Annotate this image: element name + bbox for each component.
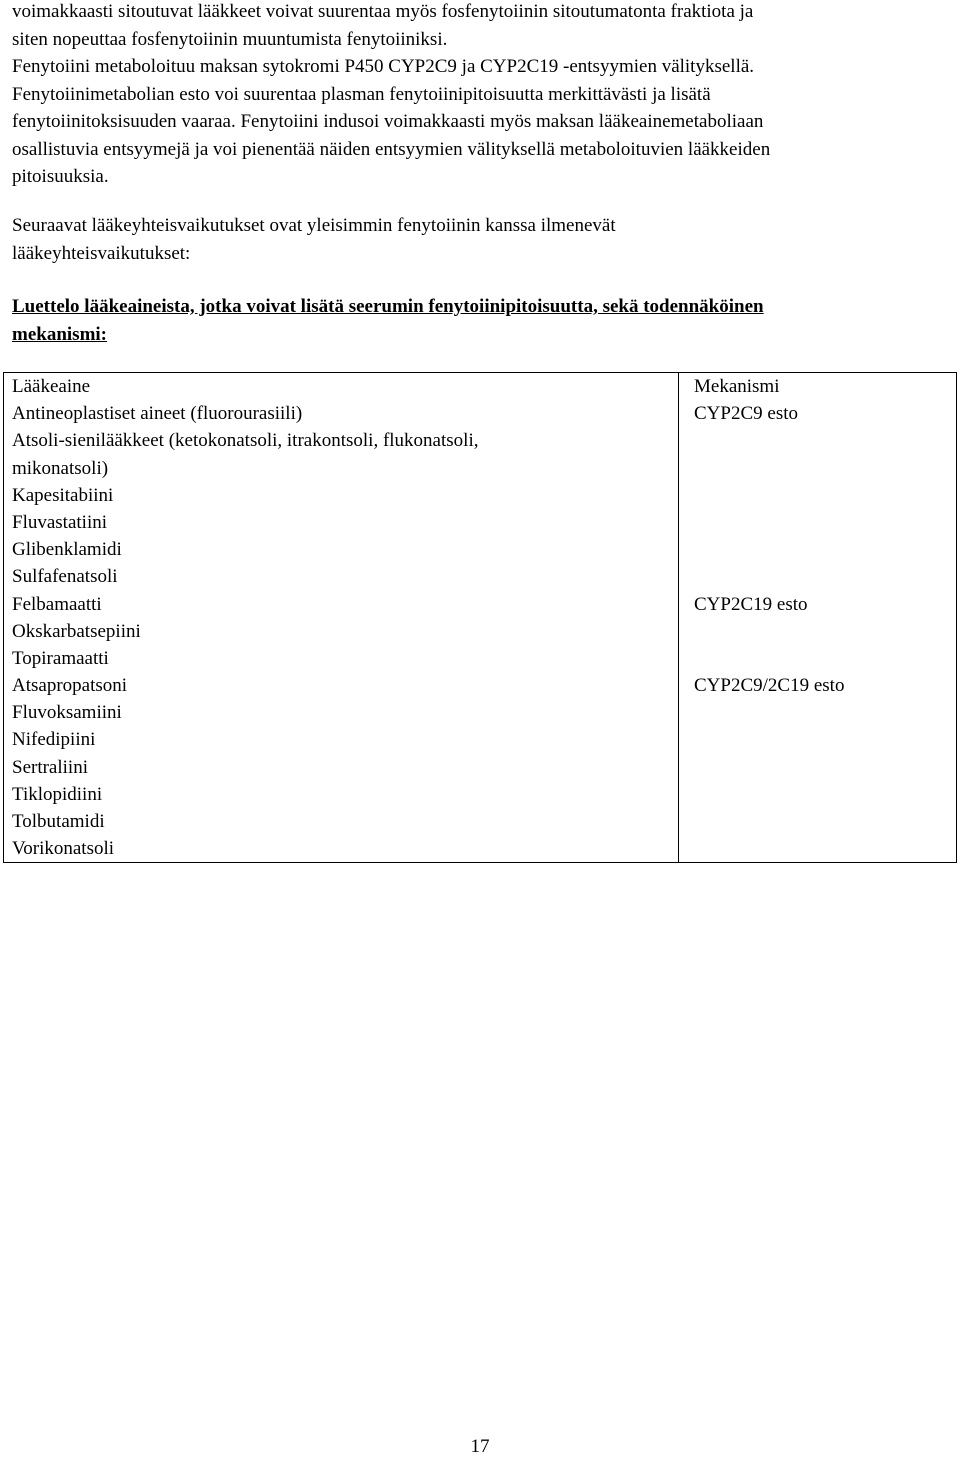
drug-name: Fluvoksamiini xyxy=(12,702,122,724)
section-heading xyxy=(12,293,947,348)
spacer xyxy=(694,645,956,672)
intro-line: Fenytoiini metaboloituu maksan sytokromi P450 CYP2C9 ja CYP2C19 -entsyymien välityksellä. xyxy=(12,56,755,77)
drug-name: Sertraliini xyxy=(12,756,88,778)
spacer xyxy=(694,618,956,645)
drug-name: Okskarbatsepiini xyxy=(12,620,141,642)
drug-name: Fluvastatiini xyxy=(12,511,107,533)
drug-name: mikonatsoli) xyxy=(12,457,109,479)
section-heading-line: mekanismi: xyxy=(12,323,107,345)
intro-line: voimakkaasti sitoutuvat lääkkeet voivat suurentaa myös fosfenytoiinin sitoutumatonta fraktiota ja xyxy=(12,1,754,22)
spacer xyxy=(694,509,956,536)
drug-name: Vorikonatsoli xyxy=(12,838,115,860)
spacer xyxy=(694,427,956,454)
table-header-mechanism: Mekanismi xyxy=(694,376,780,397)
interactions-intro-paragraph xyxy=(12,212,947,267)
mechanism-column-cell xyxy=(679,373,957,863)
page-number: 17 xyxy=(470,1436,490,1457)
drug-name: Atsapropatsoni xyxy=(12,675,128,697)
spacer xyxy=(694,482,956,509)
intro-line: fenytoiinitoksisuuden vaaraa. Fenytoiini indusoi voimakkaasti myös maksan lääkeainemetaboliaan xyxy=(12,111,764,132)
drug-name: Tiklopidiini xyxy=(12,783,103,805)
intro-line: siten nopeuttaa fosfenytoiinin muuntumista fenytoiiniksi. xyxy=(12,28,448,50)
drug-name: Felbamaatti xyxy=(12,593,102,615)
table-header-drug: Lääkeaine xyxy=(12,376,91,397)
drug-name: Glibenklamidi xyxy=(12,539,122,561)
intro-line: osallistuvia entsyymejä ja voi pienentää näiden entsyymien välityksellä metaboloituvien lääkkeiden xyxy=(12,138,771,160)
spacer xyxy=(694,563,956,590)
drug-name: Nifedipiini xyxy=(12,729,96,751)
drug-name: Atsoli-sienilääkkeet (ketokonatsoli, itrakontsoli, flukonatsoli, xyxy=(12,430,479,452)
mechanism-label: CYP2C9/2C19 esto xyxy=(694,675,845,697)
drug-name: Tolbutamidi xyxy=(12,811,105,832)
intro-line: pitoisuuksia. xyxy=(12,166,109,187)
mechanism-label: CYP2C9 esto xyxy=(694,403,798,425)
table-row xyxy=(4,373,957,863)
interactions-intro-line: lääkeyhteisvaikutukset: xyxy=(12,242,191,264)
drug-interaction-table xyxy=(3,372,957,863)
interactions-intro-line: Seuraavat lääkeyhteisvaikutukset ovat yleisimmin fenytoiinin kanssa ilmenevät xyxy=(12,215,616,236)
spacer xyxy=(694,536,956,563)
mechanism-label: CYP2C19 esto xyxy=(694,593,808,615)
drug-column-cell xyxy=(4,373,679,863)
drug-name: Sulfafenatsoli xyxy=(12,566,118,588)
intro-paragraph xyxy=(12,0,947,191)
spacer xyxy=(694,455,956,482)
drug-name: Antineoplastiset aineet (fluorourasiili) xyxy=(12,403,303,425)
drug-name: Topiramaatti xyxy=(12,647,109,669)
intro-line: Fenytoiinimetabolian esto voi suurentaa plasman fenytoiinipitoisuutta merkittävästi ja lisätä xyxy=(12,83,711,105)
drug-name: Kapesitabiini xyxy=(12,484,114,506)
section-heading-line: Luettelo lääkeaineista, jotka voivat lisätä seerumin fenytoiinipitoisuutta, sekä todennäköinen xyxy=(12,296,764,317)
